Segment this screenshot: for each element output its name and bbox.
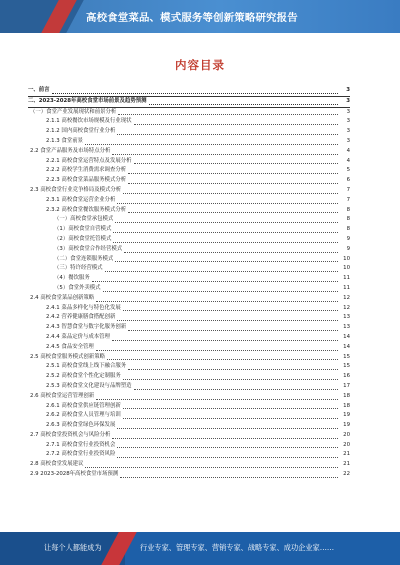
toc-entry-label: 2.7.2 高校食堂行业投资风险 bbox=[46, 451, 116, 458]
toc-entry-label: 2.4.1 菜品多样化与特色化发展 bbox=[46, 304, 121, 311]
toc-entry-page: 9 bbox=[346, 245, 350, 252]
toc-entry-page: 3 bbox=[346, 108, 350, 115]
toc-entry-label: 2.6.3 高校食堂绿色环保发展 bbox=[46, 422, 116, 429]
toc-entry-label: （2）高校食堂托管模式 bbox=[54, 235, 112, 242]
toc-entry-page: 3 bbox=[346, 137, 350, 144]
toc-dot-leader bbox=[120, 476, 338, 478]
toc-entry-label: 2.4.2 营养健康膳食搭配创新 bbox=[46, 314, 116, 321]
toc-entry-page: 16 bbox=[343, 373, 350, 380]
toc-entry-label: 二、2023-2028年高校食堂市场前景及趋势预测 bbox=[28, 97, 147, 104]
toc-entry-page: 13 bbox=[343, 314, 350, 321]
toc-entry-label: 2.1.3 食堂前景 bbox=[46, 137, 83, 144]
toc-dot-leader bbox=[124, 251, 338, 253]
toc-entry-page: 17 bbox=[343, 382, 350, 389]
toc-heading: 内容目录 bbox=[175, 58, 225, 72]
toc-dot-leader bbox=[123, 417, 338, 419]
toc-dot-leader bbox=[117, 456, 338, 458]
toc-entry[interactable] bbox=[28, 294, 350, 304]
toc-entry-label: 2.2 食堂产品服务及市场特点分析 bbox=[30, 147, 111, 154]
toc-entry[interactable] bbox=[28, 108, 350, 118]
toc-entry-page: 4 bbox=[346, 157, 350, 164]
toc-entry-label: 2.4 高校食堂菜品创新策略 bbox=[30, 294, 95, 301]
toc-dot-leader bbox=[118, 113, 338, 115]
toc-entry[interactable] bbox=[28, 166, 350, 176]
toc-entry-page: 14 bbox=[343, 343, 350, 350]
toc-dot-leader bbox=[117, 446, 338, 448]
toc-dot-leader bbox=[96, 349, 338, 351]
toc-entry-page: 7 bbox=[346, 196, 350, 203]
toc-entry[interactable] bbox=[28, 382, 350, 392]
toc-entry-page: 19 bbox=[343, 422, 350, 429]
toc-entry[interactable] bbox=[28, 264, 350, 274]
toc-entry-page: 3 bbox=[346, 87, 350, 93]
toc-entry[interactable] bbox=[28, 97, 350, 108]
toc-entry-label: 2.1.1 高校餐饮市场规模及行业现状 bbox=[46, 118, 132, 125]
toc-entry[interactable] bbox=[28, 117, 350, 127]
toc-entry-page: 12 bbox=[343, 294, 350, 301]
page-footer bbox=[0, 532, 400, 565]
toc-dot-leader bbox=[112, 153, 338, 155]
toc-dot-leader bbox=[107, 358, 338, 360]
toc-entry-label: 2.5.1 高校食堂线上线下融合服务 bbox=[46, 363, 127, 370]
toc-entry[interactable] bbox=[28, 333, 350, 343]
toc-dot-leader bbox=[96, 300, 338, 302]
toc-dot-leader bbox=[134, 388, 338, 390]
toc-entry-page: 11 bbox=[343, 284, 350, 291]
toc-entry-label: （一）高校食堂承包模式 bbox=[54, 216, 114, 223]
toc-entry-page: 3 bbox=[346, 97, 350, 104]
toc-entry-label: 2.3.1 高校食堂运营企业分析 bbox=[46, 196, 116, 203]
toc-entry-label: （二）食堂连锁服务模式 bbox=[54, 255, 114, 262]
toc-entry-label: 2.6.2 高校食堂人员管理与培训 bbox=[46, 412, 121, 419]
toc-entry-label: 2.6 高校食堂运营管理创新 bbox=[30, 392, 95, 399]
toc-entry[interactable] bbox=[28, 450, 350, 460]
toc-entry-page: 7 bbox=[346, 186, 350, 193]
toc-entry-label: 2.4.5 食品安全管理 bbox=[46, 343, 94, 350]
toc-entry[interactable] bbox=[28, 127, 350, 137]
toc-entry[interactable] bbox=[28, 284, 350, 294]
toc-entry-page: 3 bbox=[346, 118, 350, 125]
footer-slogan: 让每个人都能成为 bbox=[44, 543, 102, 552]
toc-dot-leader bbox=[92, 280, 338, 282]
toc-entry[interactable] bbox=[28, 372, 350, 382]
table-of-contents bbox=[28, 86, 350, 480]
toc-entry-page: 8 bbox=[346, 216, 350, 223]
toc-entry-label: 2.7.1 高校食堂行业投资机会 bbox=[46, 441, 116, 448]
toc-dot-leader bbox=[134, 123, 338, 125]
toc-dot-leader bbox=[115, 221, 338, 223]
toc-dot-leader bbox=[128, 329, 338, 331]
toc-entry[interactable] bbox=[28, 323, 350, 333]
toc-dot-leader bbox=[149, 103, 339, 105]
toc-entry[interactable] bbox=[28, 206, 350, 216]
toc-entry-page: 8 bbox=[346, 226, 350, 233]
toc-entry-label: （5）食堂外卖模式 bbox=[54, 284, 101, 291]
toc-entry-page: 4 bbox=[346, 147, 350, 154]
toc-dot-leader bbox=[85, 143, 338, 145]
toc-entry-label: 2.6.1 高校食堂供应链管理创新 bbox=[46, 402, 121, 409]
toc-entry-label: 2.2.1 高校食堂运营特点及发展分析 bbox=[46, 157, 132, 164]
toc-dot-leader bbox=[117, 427, 338, 429]
toc-entry-label: 2.9 2023-2028年高校食堂市场预测 bbox=[30, 471, 119, 478]
toc-entry-label: 2.8 高校食堂发展建议 bbox=[30, 461, 84, 468]
toc-dot-leader bbox=[128, 172, 338, 174]
toc-entry-label: （1）高校食堂自营模式 bbox=[54, 226, 112, 233]
toc-entry-label: 2.7 高校食堂投资机会与风险分析 bbox=[30, 431, 111, 438]
toc-dot-leader bbox=[128, 182, 338, 184]
toc-entry[interactable] bbox=[28, 255, 350, 265]
toc-dot-leader bbox=[105, 270, 338, 272]
toc-entry[interactable] bbox=[28, 343, 350, 353]
toc-entry[interactable] bbox=[28, 431, 350, 441]
toc-entry-label: （三）特许经营模式 bbox=[54, 265, 103, 272]
toc-entry[interactable] bbox=[28, 313, 350, 323]
toc-entry-page: 6 bbox=[346, 177, 350, 184]
toc-dot-leader bbox=[115, 260, 338, 262]
toc-entry[interactable] bbox=[28, 157, 350, 167]
toc-entry[interactable] bbox=[28, 402, 350, 412]
toc-entry[interactable] bbox=[28, 245, 350, 255]
toc-dot-leader bbox=[52, 92, 338, 94]
toc-entry[interactable] bbox=[28, 176, 350, 186]
toc-entry-page: 11 bbox=[343, 275, 350, 282]
toc-entry[interactable] bbox=[28, 353, 350, 363]
toc-entry-label: （3）高校食堂合作经营模式 bbox=[54, 245, 123, 252]
toc-dot-leader bbox=[117, 319, 338, 321]
toc-entry-label: 2.5 高校食堂服务模式创新策略 bbox=[30, 353, 105, 360]
toc-entry[interactable] bbox=[28, 362, 350, 372]
toc-entry-page: 13 bbox=[343, 324, 350, 331]
toc-dot-leader bbox=[103, 290, 338, 292]
toc-entry-label: 2.3 高校食堂行业竞争格局及模式分析 bbox=[30, 186, 122, 193]
toc-entry-page: 18 bbox=[343, 392, 350, 399]
toc-dot-leader bbox=[123, 309, 338, 311]
toc-entry[interactable] bbox=[28, 147, 350, 157]
toc-entry-page: 14 bbox=[343, 333, 350, 340]
toc-entry-page: 5 bbox=[346, 167, 350, 174]
toc-entry-label: 2.4.4 菜品定价与成本管理 bbox=[46, 333, 110, 340]
toc-entry-page: 20 bbox=[343, 441, 350, 448]
toc-dot-leader bbox=[96, 398, 338, 400]
toc-entry[interactable] bbox=[28, 186, 350, 196]
toc-entry-page: 22 bbox=[343, 471, 350, 478]
toc-entry[interactable] bbox=[28, 137, 350, 147]
toc-entry-label: 2.2.2 高校学生消费需求调查分析 bbox=[46, 167, 127, 174]
toc-entry-page: 19 bbox=[343, 412, 350, 419]
toc-dot-leader bbox=[117, 202, 338, 204]
toc-entry[interactable] bbox=[28, 392, 350, 402]
toc-dot-leader bbox=[123, 407, 338, 409]
toc-entry-page: 12 bbox=[343, 304, 350, 311]
toc-entry-label: 2.1.2 国内高校食堂行业分析 bbox=[46, 128, 116, 135]
toc-entry[interactable] bbox=[28, 304, 350, 314]
toc-entry[interactable] bbox=[28, 196, 350, 206]
toc-entry-label: 2.5.3 高校食堂文化建设与品牌塑造 bbox=[46, 382, 132, 389]
footer-tagline: 行业专家、管理专家、营销专家、战略专家、成功企业家…… bbox=[140, 543, 335, 552]
toc-entry[interactable] bbox=[28, 215, 350, 225]
toc-dot-leader bbox=[112, 437, 338, 439]
toc-entry-page: 8 bbox=[346, 206, 350, 213]
toc-entry[interactable] bbox=[28, 441, 350, 451]
toc-dot-leader bbox=[113, 241, 338, 243]
toc-entry[interactable] bbox=[28, 86, 350, 97]
toc-entry-page: 3 bbox=[346, 128, 350, 135]
toc-dot-leader bbox=[112, 339, 338, 341]
toc-entry-label: 2.5.2 高校食堂个性化定制服务 bbox=[46, 373, 121, 380]
toc-dot-leader bbox=[123, 378, 338, 380]
toc-entry-label: （一）食堂产业发展现状和前景分析 bbox=[30, 108, 117, 115]
toc-entry[interactable] bbox=[28, 235, 350, 245]
toc-entry[interactable] bbox=[28, 460, 350, 470]
toc-entry-label: （4）餐饮服务 bbox=[54, 275, 90, 282]
toc-entry[interactable] bbox=[28, 225, 350, 235]
toc-entry-page: 9 bbox=[346, 235, 350, 242]
toc-dot-leader bbox=[134, 162, 338, 164]
page-header bbox=[0, 0, 400, 33]
toc-dot-leader bbox=[128, 368, 338, 370]
toc-dot-leader bbox=[117, 133, 338, 135]
toc-entry-label: 一、前言 bbox=[28, 87, 50, 93]
toc-dot-leader bbox=[123, 192, 338, 194]
toc-entry-label: 2.2.3 高校食堂菜品服务模式分析 bbox=[46, 177, 127, 184]
toc-entry-page: 10 bbox=[343, 255, 350, 262]
toc-dot-leader bbox=[113, 231, 338, 233]
toc-entry-page: 21 bbox=[343, 451, 350, 458]
toc-entry-page: 15 bbox=[343, 363, 350, 370]
toc-entry[interactable] bbox=[28, 411, 350, 421]
toc-entry-page: 18 bbox=[343, 402, 350, 409]
toc-dot-leader bbox=[85, 466, 338, 468]
toc-entry-page: 10 bbox=[343, 265, 350, 272]
toc-entry-label: 2.4.3 智慧食堂与数字化服务创新 bbox=[46, 324, 127, 331]
toc-entry-page: 15 bbox=[343, 353, 350, 360]
toc-dot-leader bbox=[128, 211, 338, 213]
toc-entry-page: 20 bbox=[343, 431, 350, 438]
toc-entry[interactable] bbox=[28, 421, 350, 431]
toc-entry[interactable] bbox=[28, 274, 350, 284]
report-title: 高校食堂菜品、模式服务等创新策略研究报告 bbox=[86, 12, 298, 24]
toc-entry[interactable] bbox=[28, 470, 350, 480]
toc-entry-page: 21 bbox=[343, 461, 350, 468]
toc-entry-label: 2.3.2 高校食堂餐饮服务模式分析 bbox=[46, 206, 127, 213]
